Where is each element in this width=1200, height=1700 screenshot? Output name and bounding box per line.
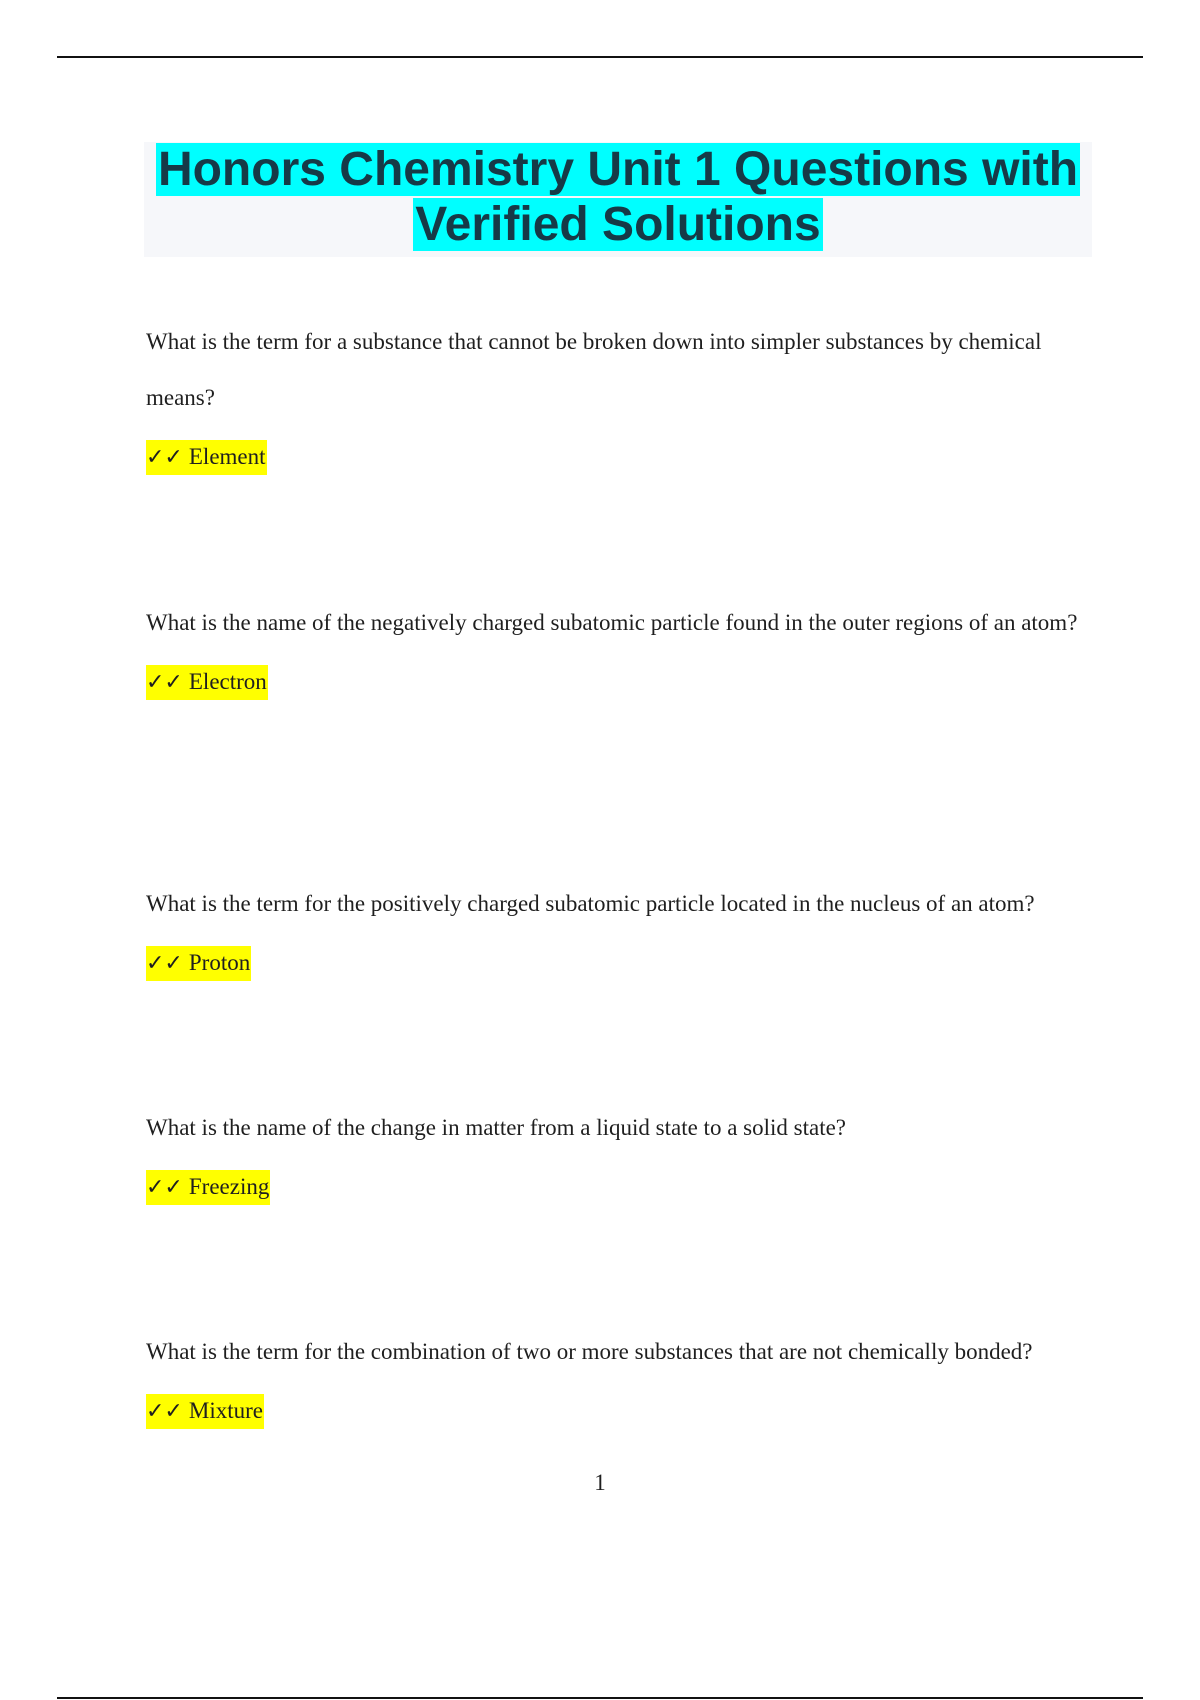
qa-item-4: [146, 1100, 1106, 1205]
double-check-icon: ✓✓: [146, 1175, 183, 1200]
page-number: 1: [594, 1470, 606, 1495]
question-text: What is the term for a substance that cannot be broken down into simpler substances by chemical means?: [146, 329, 1042, 410]
answer-text: Element: [188, 444, 266, 469]
question-text: What is the name of the change in matter from a liquid state to a solid state?: [146, 1115, 846, 1140]
footer-rule: [57, 1697, 1143, 1699]
answer-highlight: [146, 1394, 264, 1429]
answer-highlight: [146, 946, 251, 981]
double-check-icon: ✓✓: [146, 670, 183, 695]
title-line-2: Verified Solutions: [415, 198, 821, 251]
header-rule: [57, 56, 1143, 58]
qa-item-3: [146, 876, 1106, 981]
double-check-icon: ✓✓: [146, 951, 183, 976]
answer-highlight: [146, 1170, 270, 1205]
double-check-icon: ✓✓: [146, 1399, 183, 1424]
answer-text: Mixture: [188, 1398, 263, 1423]
double-check-icon: ✓✓: [146, 445, 183, 470]
answer-text: Electron: [188, 669, 267, 694]
qa-item-1: [146, 314, 1106, 475]
document-title: [144, 142, 1092, 252]
answer-highlight: [146, 440, 267, 475]
title-line-1: Honors Chemistry Unit 1 Questions with: [157, 143, 1079, 196]
question-text: What is the term for the positively charged subatomic particle located in the nucleus of an atom?: [146, 891, 1035, 916]
question-text: What is the name of the negatively charged subatomic particle found in the outer regions of an atom?: [146, 610, 1078, 635]
qa-item-5: [146, 1324, 1106, 1429]
answer-text: Proton: [188, 950, 251, 975]
question-text: What is the term for the combination of two or more substances that are not chemically bonded?: [146, 1339, 1033, 1364]
qa-item-2: [146, 595, 1106, 700]
answer-highlight: [146, 665, 268, 700]
answer-text: Freezing: [188, 1174, 270, 1199]
